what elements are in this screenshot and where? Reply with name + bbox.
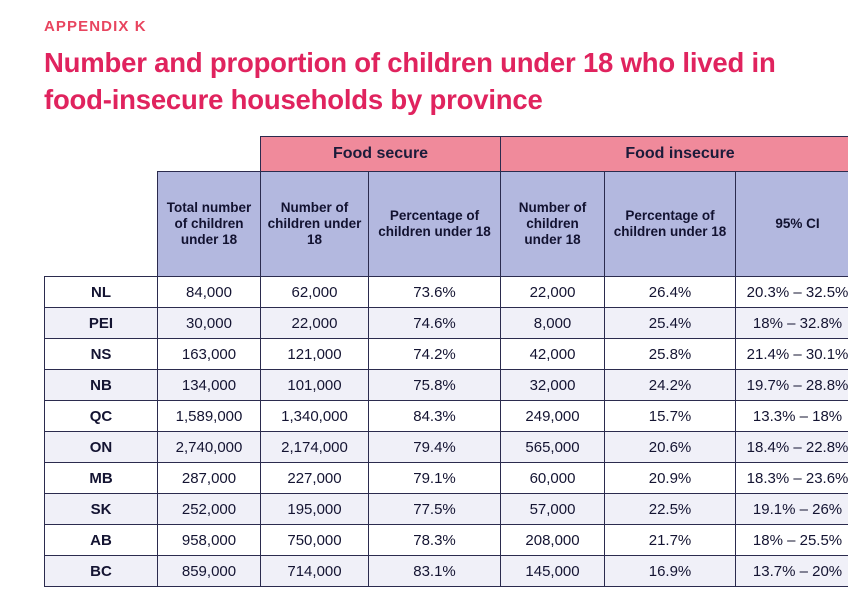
cell-insecure-number: 145,000 <box>501 556 605 587</box>
cell-secure-number: 750,000 <box>261 525 369 556</box>
cell-ci: 19.1% – 26% <box>736 494 848 525</box>
cell-secure-number: 1,340,000 <box>261 401 369 432</box>
cell-secure-percentage: 73.6% <box>369 277 501 308</box>
cell-ci: 19.7% – 28.8% <box>736 370 848 401</box>
corner-blank-1 <box>45 137 158 172</box>
table-body <box>45 277 848 587</box>
cell-total: 958,000 <box>158 525 261 556</box>
cell-insecure-number: 208,000 <box>501 525 605 556</box>
cell-secure-number: 227,000 <box>261 463 369 494</box>
cell-secure-number: 62,000 <box>261 277 369 308</box>
column-header-insecure-number: Number of children under 18 <box>501 172 605 277</box>
cell-total: 252,000 <box>158 494 261 525</box>
cell-secure-number: 101,000 <box>261 370 369 401</box>
column-header-insecure-percentage: Percentage of children under 18 <box>605 172 736 277</box>
table-row <box>45 463 848 494</box>
cell-total: 1,589,000 <box>158 401 261 432</box>
column-header-total: Total number of children under 18 <box>158 172 261 277</box>
cell-ci: 18.4% – 22.8% <box>736 432 848 463</box>
row-label: BC <box>45 556 158 587</box>
table-row <box>45 370 848 401</box>
cell-secure-number: 2,174,000 <box>261 432 369 463</box>
row-label: PEI <box>45 308 158 339</box>
cell-ci: 18% – 25.5% <box>736 525 848 556</box>
row-label: QC <box>45 401 158 432</box>
table-row <box>45 525 848 556</box>
cell-ci: 13.7% – 20% <box>736 556 848 587</box>
table-row <box>45 401 848 432</box>
cell-insecure-number: 32,000 <box>501 370 605 401</box>
cell-secure-percentage: 84.3% <box>369 401 501 432</box>
cell-secure-percentage: 74.6% <box>369 308 501 339</box>
cell-secure-percentage: 78.3% <box>369 525 501 556</box>
cell-insecure-number: 249,000 <box>501 401 605 432</box>
group-header-row <box>45 137 848 172</box>
cell-total: 84,000 <box>158 277 261 308</box>
cell-insecure-percentage: 21.7% <box>605 525 736 556</box>
table-row <box>45 308 848 339</box>
cell-secure-number: 714,000 <box>261 556 369 587</box>
column-header-secure-number: Number of children under 18 <box>261 172 369 277</box>
table-row <box>45 494 848 525</box>
cell-secure-number: 195,000 <box>261 494 369 525</box>
cell-total: 134,000 <box>158 370 261 401</box>
row-label: SK <box>45 494 158 525</box>
row-label: ON <box>45 432 158 463</box>
group-header-food-secure: Food secure <box>261 137 501 172</box>
cell-insecure-number: 57,000 <box>501 494 605 525</box>
cell-insecure-number: 22,000 <box>501 277 605 308</box>
cell-secure-percentage: 77.5% <box>369 494 501 525</box>
cell-secure-percentage: 79.1% <box>369 463 501 494</box>
row-label: NL <box>45 277 158 308</box>
column-header-ci: 95% CI <box>736 172 848 277</box>
page-title: Number and proportion of children under 18 who lived in food-insecure households by province <box>44 47 776 115</box>
cell-insecure-percentage: 25.4% <box>605 308 736 339</box>
cell-insecure-number: 8,000 <box>501 308 605 339</box>
cell-secure-percentage: 79.4% <box>369 432 501 463</box>
row-label: NB <box>45 370 158 401</box>
cell-secure-percentage: 75.8% <box>369 370 501 401</box>
cell-insecure-percentage: 20.9% <box>605 463 736 494</box>
cell-insecure-percentage: 16.9% <box>605 556 736 587</box>
cell-ci: 21.4% – 30.1% <box>736 339 848 370</box>
cell-ci: 18.3% – 23.6% <box>736 463 848 494</box>
cell-insecure-percentage: 25.8% <box>605 339 736 370</box>
cell-secure-number: 22,000 <box>261 308 369 339</box>
cell-ci: 13.3% – 18% <box>736 401 848 432</box>
column-header-row <box>45 172 848 277</box>
cell-insecure-percentage: 26.4% <box>605 277 736 308</box>
cell-ci: 18% – 32.8% <box>736 308 848 339</box>
cell-insecure-number: 42,000 <box>501 339 605 370</box>
cell-secure-percentage: 74.2% <box>369 339 501 370</box>
table-row <box>45 556 848 587</box>
corner-blank-2 <box>158 137 261 172</box>
cell-total: 287,000 <box>158 463 261 494</box>
table-head <box>45 137 848 277</box>
table-row <box>45 339 848 370</box>
food-insecurity-table <box>44 136 848 587</box>
cell-insecure-number: 565,000 <box>501 432 605 463</box>
cell-total: 859,000 <box>158 556 261 587</box>
corner-blank-3 <box>45 172 158 277</box>
cell-total: 30,000 <box>158 308 261 339</box>
column-header-secure-percentage: Percentage of children under 18 <box>369 172 501 277</box>
row-label: MB <box>45 463 158 494</box>
cell-secure-number: 121,000 <box>261 339 369 370</box>
row-label: AB <box>45 525 158 556</box>
table-row <box>45 277 848 308</box>
table-row <box>45 432 848 463</box>
cell-total: 2,740,000 <box>158 432 261 463</box>
cell-insecure-percentage: 20.6% <box>605 432 736 463</box>
cell-secure-percentage: 83.1% <box>369 556 501 587</box>
cell-insecure-percentage: 22.5% <box>605 494 736 525</box>
cell-insecure-number: 60,000 <box>501 463 605 494</box>
cell-insecure-percentage: 15.7% <box>605 401 736 432</box>
cell-ci: 20.3% – 32.5% <box>736 277 848 308</box>
row-label: NS <box>45 339 158 370</box>
cell-total: 163,000 <box>158 339 261 370</box>
group-header-food-insecure: Food insecure <box>501 137 848 172</box>
appendix-label: APPENDIX K <box>44 18 147 35</box>
cell-insecure-percentage: 24.2% <box>605 370 736 401</box>
